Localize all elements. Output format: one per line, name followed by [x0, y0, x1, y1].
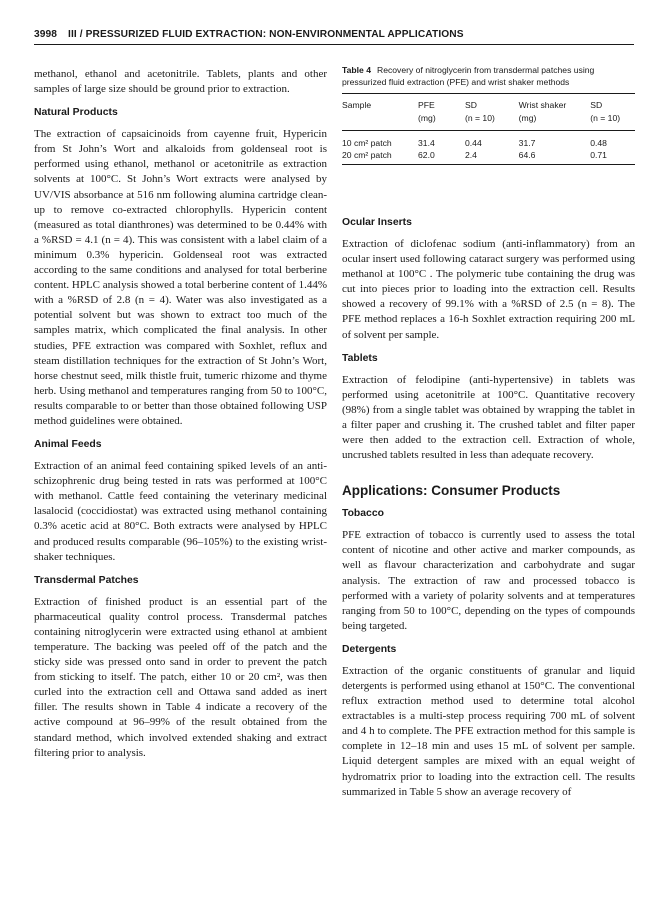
- table-subheader-cell: (n = 10): [465, 110, 519, 131]
- table-header-cell: PFE: [418, 94, 465, 111]
- table-cell: 0.44: [465, 138, 482, 148]
- table-header-row: [342, 94, 635, 111]
- natural-products-paragraph: The extraction of capsaicinoids from cayenne fruit, Hypericin from St John’s Wort and alkaloids from goldenseal root is performed using ethanol, methanol or acetonitrile as extraction solvents at 100°C. St John’s Wort extracts were analysed by UV/VIS absorbance at 516 nm following alumina cartridge clean-up to remove co-extracted chlorophylls. Hypericin content (measured as total dianthrones) was determined to be 0.44% with a %RSD = 4.1 (n = 4). This was consistent with a label claim of a minimum 0.3% hypericin. Goldenseal root was extracted according to the same conditions and analysed for total berberine content. HPLC analysis showed a total berberine content of 1.44% with a %RSD of 2.8 (n = 4). Water was also investigated as a potential solvent but was shown to extract too much of the samples matrix, which complicated the final analysis. In other studies, PFE extraction was compared with Soxhlet, reflux and steam distillation techniques for the extraction of St John’s Wort, horse chestnut seed, milk thistle fruit, tumeric rhizome and thyme herb. Using methanol and temperatures ranging from 50 to 100°C, results comparable to or better than those obtained following USP method guidelines were obtained.: [34, 128, 327, 427]
- table-cell: 31.7: [518, 138, 536, 148]
- ocular-inserts-heading: Ocular Inserts: [342, 217, 412, 228]
- header-rule: [34, 44, 634, 45]
- running-header: [34, 29, 634, 40]
- table-cell: 0.48: [590, 138, 607, 148]
- running-title: III / PRESSURIZED FLUID EXTRACTION: NON-ENVIRONMENTAL APPLICATIONS: [68, 29, 464, 40]
- left-column: [34, 65, 327, 761]
- table-cell: 0.71: [590, 148, 635, 165]
- detergents-heading: Detergents: [342, 643, 397, 655]
- tobacco-paragraph: PFE extraction of tobacco is currently used to assess the total content of nicotine and other active and marker compounds, as well as flavour characterization and carbohydrate and sugar analysis. The extraction of raw and processed tobacco is performed with a variety of polarity solvents and at temperatures ranging from 50 to 100°C, depending on the types of compounds being targeted.: [342, 529, 635, 632]
- table-header-cell: SD: [590, 94, 635, 111]
- table-cell: 31.4: [418, 138, 435, 148]
- animal-feeds-heading: Animal Feeds: [34, 439, 102, 451]
- table-cell: 10 cm² patch: [342, 138, 392, 148]
- table-subheader-cell: (n = 10): [590, 110, 635, 131]
- detergents-paragraph: Extraction of the organic constituents of granular and liquid detergents is performed using ethanol at 150°C. The conventional reflux extraction method used to determine total alcohol extractables is a multi-step process requiring 700 mL of solvent and 4 h to complete. The PFE extraction method for this sample is complete in 12–18 min and uses 15 mL of solvent per sample. Liquid detergent samples are mixed with an equal weight of hydromatrix prior to loading into the extraction cell. The results summarized in Table 5 show an average recovery of: [342, 664, 635, 798]
- table-cell: 20 cm² patch: [342, 148, 418, 165]
- table-subheader-cell: (mg): [418, 110, 465, 131]
- intro-paragraph: methanol, ethanol and acetonitrile. Tablets, plants and other samples of large size should be ground prior to extraction.: [34, 68, 327, 96]
- table-row: [342, 131, 635, 149]
- table-4-caption: [342, 65, 635, 88]
- table-cell: 64.6: [519, 148, 591, 165]
- table-4: [342, 93, 635, 165]
- table-4-caption-text: Recovery of nitroglycerin from transdermal patches using pressurized fluid extraction (PFE) and wrist shaker methods: [342, 65, 595, 87]
- table-row: [342, 148, 635, 165]
- consumer-products-heading: Applications: Consumer Products: [342, 483, 561, 499]
- tablets-heading: Tablets: [342, 352, 378, 364]
- natural-products-heading: Natural Products: [34, 107, 118, 119]
- transdermal-patches-paragraph: Extraction of finished product is an essential part of the pharmaceutical quality control process. Transdermal patches containing nitroglycerin were extracted using ethanol at ambient temperature. The backing was peeled off of the patch and the sticky side was pressed onto sand in order to prevent the patch from sticking to itself. The patch, either 10 or 20 cm², was then curled into the extraction cell and Ottawa sand added as inert filler. The results shown in Table 4 indicate a recovery of the active compound at 96–99% of the result obtained from the standard method, which involved extended shaking and extract filtering prior to analysis.: [34, 595, 327, 759]
- ocular-inserts-paragraph: Extraction of diclofenac sodium (anti-inflammatory) from an ocular insert used following cataract surgery was performed using methanol at 100°C . The polymeric tube containing the drug was cut into pieces prior to loading into the extraction cell. Results showed a recovery of 99.1% with a %RSD of 2.5 (n = 8). The PFE method replaces a 16-h Soxhlet extraction requiring 200 mL of solvent per sample.: [342, 238, 635, 341]
- table-cell: 2.4: [465, 148, 519, 165]
- table-header-cell: SD: [465, 94, 519, 111]
- table-cell: 62.0: [418, 148, 465, 165]
- table-subheader-row: [342, 110, 635, 131]
- right-column: [342, 65, 635, 800]
- table-4-label: Table 4: [342, 65, 371, 75]
- page-number: 3998: [34, 29, 58, 40]
- table-subheader-cell: (mg): [519, 110, 591, 131]
- table-header-cell: Wrist shaker: [519, 94, 591, 111]
- table-spacer: [342, 165, 635, 207]
- tablets-paragraph: Extraction of felodipine (anti-hypertensive) in tablets was performed using acetonitrile at 100°C. Quantitative recovery (98%) from a single tablet was obtained by wrapping the tablet in a filter paper and crushing it. The crushed tablet and filter paper were then added to the extraction cell. Extraction of whole, uncrushed tablets resulted in less than adequate recovery.: [342, 373, 635, 462]
- table-subheader-cell: [342, 110, 418, 131]
- tobacco-heading: Tobacco: [342, 508, 384, 520]
- animal-feeds-paragraph: Extraction of an animal feed containing spiked levels of an anti-schizophrenic drug being tested in rats was performed at 100°C with methanol. Cattle feed containing the veterinary medicinal lasalocid (coccidiostat) was extracted using methanol containing 0.3% acetic acid at 80°C. Both extracts were analysed by HPLC and produced results comparable (96–105%) to the existing wrist-shaker techniques.: [34, 460, 327, 563]
- table-header-cell: Sample: [342, 94, 418, 111]
- transdermal-patches-heading: Transdermal Patches: [34, 574, 139, 586]
